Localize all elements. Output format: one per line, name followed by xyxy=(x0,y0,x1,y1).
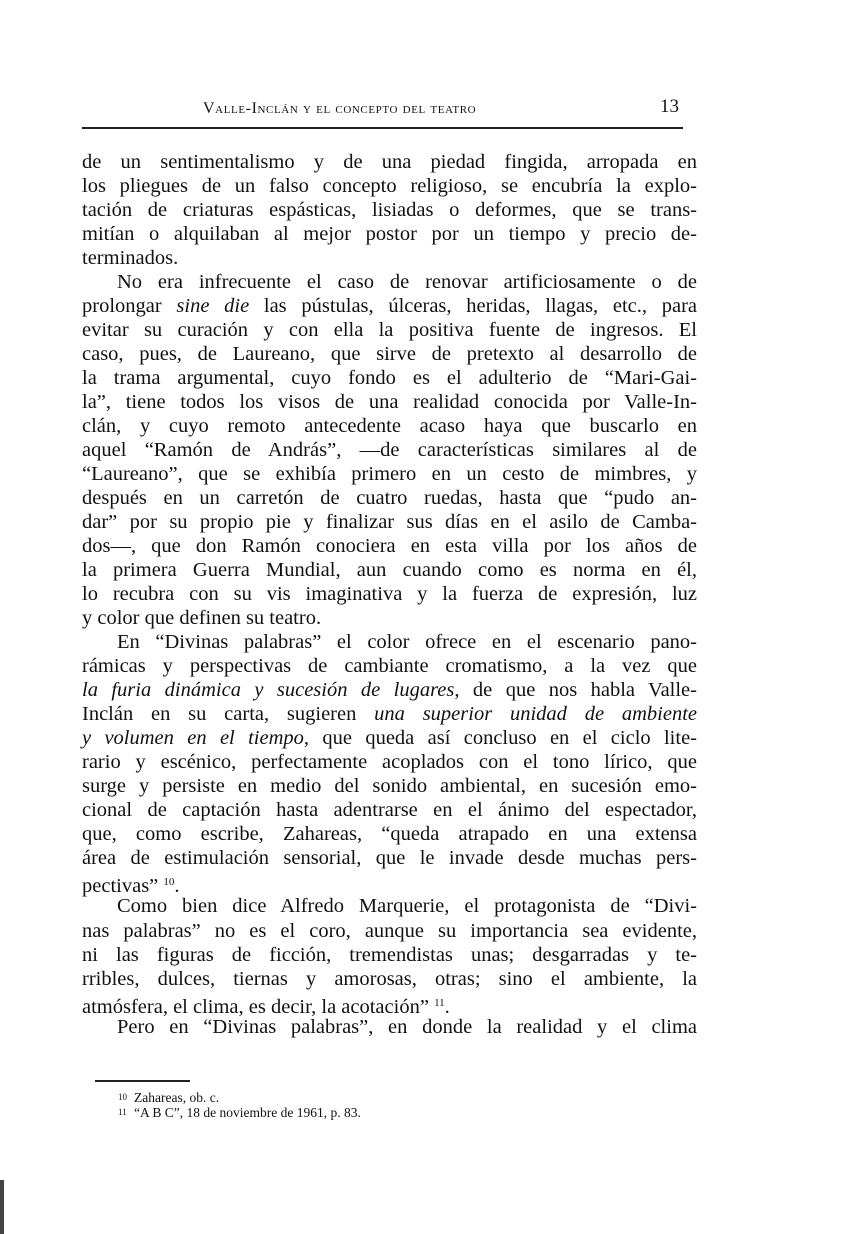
text-line xyxy=(82,174,697,198)
text-segment: ni las figuras de ficción, tremendistas unas; desgarradas y te- xyxy=(82,943,697,966)
text-segment: rario y escénico, perfectamente acoplados con el tono lírico, que xyxy=(82,751,697,774)
header-rule xyxy=(82,127,683,129)
text-segment: , de que nos habla Valle- xyxy=(454,679,697,702)
footnote-reference: 11 xyxy=(434,996,445,1009)
text-line xyxy=(82,318,697,342)
text-line xyxy=(82,222,697,246)
page-number: 13 xyxy=(660,96,679,117)
text-line xyxy=(82,342,697,366)
scan-edge xyxy=(0,1180,4,1234)
body-text xyxy=(82,150,697,1039)
text-segment: “Laureano”, que se exhibía primero en un cesto de mimbres, y xyxy=(82,463,697,486)
text-line xyxy=(82,150,697,174)
text-segment: las pústulas, úlceras, heridas, llagas, etc., para xyxy=(249,295,697,318)
text-line xyxy=(82,678,697,702)
text-line xyxy=(82,822,697,846)
text-segment: Inclán en su carta, sugieren xyxy=(82,703,375,726)
footnote xyxy=(118,1090,361,1105)
text-line xyxy=(82,702,697,726)
italic-text: una superior unidad de ambiente xyxy=(374,703,697,726)
text-segment: dos—, que don Ramón conociera en esta villa por los años de xyxy=(82,535,697,558)
text-segment: que, como escribe, Zahareas, “queda atrapado en una extensa xyxy=(82,823,697,846)
text-segment: nas palabras” no es el coro, aunque su importancia sea evidente, xyxy=(82,919,697,942)
footnote-number: 11 xyxy=(118,1107,127,1117)
text-segment: área de estimulación sensorial, que le invade desde muchas pers- xyxy=(82,847,697,870)
text-line xyxy=(82,270,697,294)
text-line xyxy=(82,991,697,1018)
text-segment: de un sentimentalismo y de una piedad fingida, arropada en xyxy=(82,151,697,173)
text-segment: prolongar xyxy=(82,295,177,318)
text-segment: la trama argumental, cuyo fondo es el adulterio de “Mari-Gai- xyxy=(82,367,697,390)
text-segment: y color que definen su teatro. xyxy=(82,607,322,630)
text-line xyxy=(82,462,697,486)
text-segment: terminados. xyxy=(82,247,179,270)
text-line xyxy=(82,943,697,967)
footnote-reference: 10 xyxy=(163,876,175,889)
text-segment: lo recubra con su vis imaginativa y la fuerza de expresión, luz xyxy=(82,583,697,606)
text-segment: tación de criaturas espásticas, lisiadas o deformes, que se trans- xyxy=(82,199,697,222)
footnotes xyxy=(118,1090,361,1120)
text-line xyxy=(82,558,697,582)
text-line xyxy=(82,798,697,822)
text-line xyxy=(82,510,697,534)
text-segment: rribles, dulces, tiernas y amorosas, otras; sino el ambiente, la xyxy=(82,967,697,990)
text-segment: clán, y cuyo remoto antecedente acaso haya que buscarlo en xyxy=(82,415,697,438)
text-segment: los pliegues de un falso concepto religioso, se encubría la explo- xyxy=(82,175,697,198)
text-line xyxy=(82,486,697,510)
text-line xyxy=(82,774,697,798)
footnote-text: Zahareas, ob. c. xyxy=(134,1090,220,1105)
text-segment: En “Divinas palabras” el color ofrece en el escenario pano- xyxy=(117,631,697,654)
text-segment: evitar su curación y con ella la positiva fuente de ingresos. El xyxy=(82,319,697,342)
text-segment: mitían o alquilaban al mejor postor por un tiempo y precio de- xyxy=(82,223,697,246)
text-segment: surge y persiste en medio del sonido ambiental, en sucesión emo- xyxy=(82,775,697,798)
footnote xyxy=(118,1105,361,1120)
text-line xyxy=(82,390,697,414)
text-line xyxy=(82,198,697,222)
text-line xyxy=(82,750,697,774)
italic-text: sine die xyxy=(176,295,250,318)
text-line xyxy=(82,919,697,943)
text-segment: aquel “Ramón de András”, —de características similares al de xyxy=(82,439,697,462)
text-segment: pectivas” xyxy=(82,875,164,898)
text-line xyxy=(82,606,697,630)
footnote-text: “A B C”, 18 de noviembre de 1961, p. 83. xyxy=(134,1105,361,1120)
text-segment: atmósfera, el clima, es decir, la acotación” xyxy=(82,995,435,1018)
text-line xyxy=(82,967,697,991)
text-line xyxy=(82,534,697,558)
italic-text: la furia dinámica y sucesión de lugares xyxy=(82,679,455,702)
text-line xyxy=(82,438,697,462)
text-segment: la primera Guerra Mundial, aun cuando como es norma en él, xyxy=(82,559,697,582)
text-segment: . xyxy=(174,875,180,898)
text-line xyxy=(82,846,697,870)
text-segment: . xyxy=(444,995,450,1018)
text-line xyxy=(82,630,697,654)
text-segment: la”, tiene todos los visos de una realidad conocida por Valle-In- xyxy=(82,391,697,414)
text-line xyxy=(82,366,697,390)
text-segment: después en un carretón de cuatro ruedas, hasta que “pudo an- xyxy=(82,487,697,510)
text-segment: Como bien dice Alfredo Marquerie, el protagonista de “Divi- xyxy=(117,895,697,918)
text-line xyxy=(82,654,697,678)
text-line xyxy=(82,414,697,438)
footnote-number: 10 xyxy=(118,1092,127,1102)
text-line xyxy=(82,582,697,606)
text-segment: rámicas y perspectivas de cambiante cromatismo, a la vez que xyxy=(82,655,697,678)
text-line xyxy=(82,294,697,318)
text-segment: dar” por su propio pie y finalizar sus días en el asilo de Camba- xyxy=(82,511,697,534)
text-line xyxy=(82,246,697,270)
text-segment: No era infrecuente el caso de renovar artificiosamente o de xyxy=(117,271,697,294)
footnote-rule xyxy=(95,1080,190,1082)
text-line xyxy=(82,726,697,750)
text-line xyxy=(82,870,697,898)
text-line xyxy=(82,1015,697,1039)
running-header-title: Valle-Inclán y el concepto del teatro xyxy=(203,100,477,117)
text-segment: cional de captación hasta adentrarse en el ánimo del espectador, xyxy=(82,799,697,822)
text-segment: , que queda así concluso en el ciclo lite- xyxy=(303,727,698,750)
text-segment: Pero en “Divinas palabras”, en donde la realidad y el clima xyxy=(117,1015,697,1038)
text-segment: caso, pues, de Laureano, que sirve de pretexto al desarrollo de xyxy=(82,343,697,366)
italic-text: y volumen en el tiempo xyxy=(82,727,304,750)
text-line xyxy=(82,894,697,918)
